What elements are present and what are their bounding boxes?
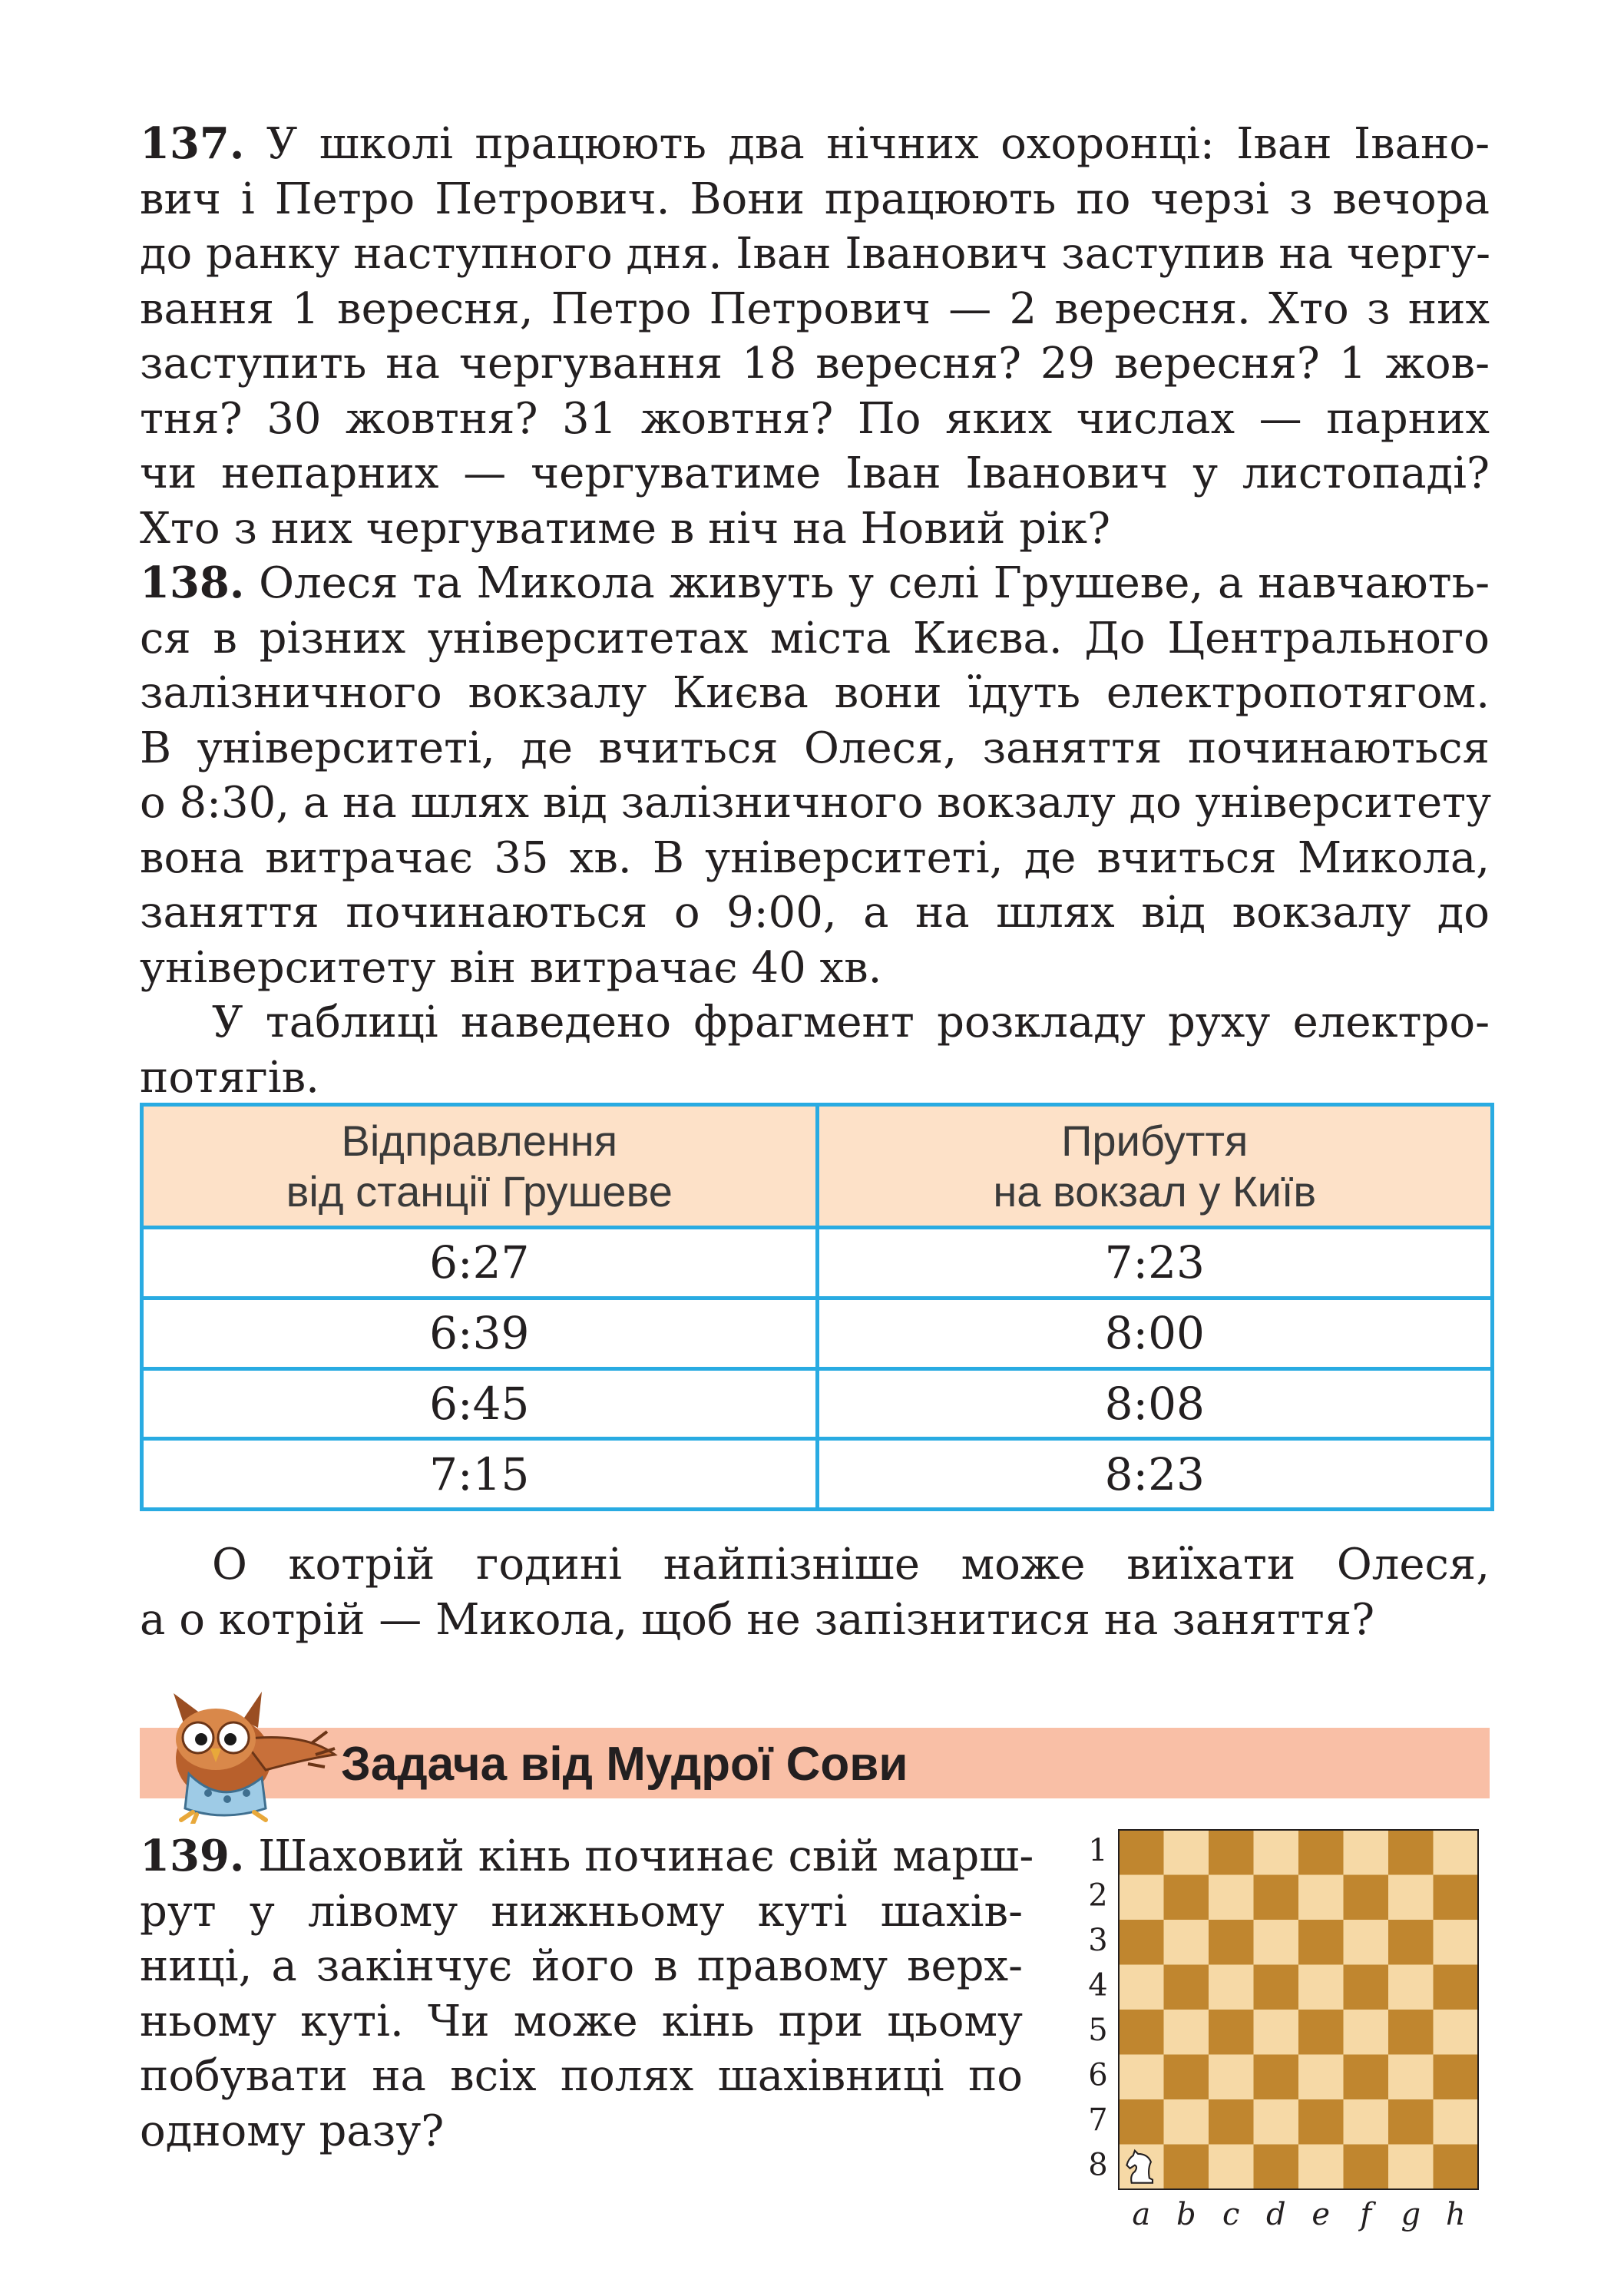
board-square-c8 — [1209, 2145, 1254, 2190]
problem-138-line-5: о 8:30, а на шлях від залізничного вокзалу до університету — [140, 778, 1492, 828]
board-square-b6 — [1164, 2055, 1209, 2100]
arrival-cell: 7:23 — [817, 1228, 1493, 1299]
board-square-h1 — [1434, 1830, 1479, 1875]
board-square-d2 — [1254, 1875, 1299, 1921]
board-square-h7 — [1434, 2099, 1479, 2145]
board-square-g4 — [1388, 1965, 1434, 2010]
board-square-a1 — [1119, 1830, 1164, 1875]
board-square-c2 — [1209, 1875, 1254, 1921]
header-arrival-line-2: на вокзал у Київ — [993, 1166, 1317, 1216]
board-square-g7 — [1388, 2099, 1434, 2145]
board-square-e6 — [1298, 2055, 1344, 2100]
board-square-f6 — [1344, 2055, 1389, 2100]
board-square-d1 — [1254, 1830, 1299, 1875]
file-label: d — [1265, 2197, 1286, 2232]
board-square-c1 — [1209, 1830, 1254, 1875]
board-square-b3 — [1164, 1920, 1209, 1965]
board-square-a4 — [1119, 1965, 1164, 2010]
board-square-a6 — [1119, 2055, 1164, 2100]
header-departure-line-2: від станції Грушеве — [286, 1166, 673, 1216]
problem-138-question-line-2: а о котрій — Микола, щоб не запізнитися на заняття? — [140, 1594, 1375, 1645]
board-square-f4 — [1344, 1965, 1389, 2010]
board-square-c6 — [1209, 2055, 1254, 2100]
arrival-cell: 8:23 — [817, 1439, 1493, 1510]
problem-138-line-3: залізничного вокзалу Києва вони їдуть електропотягом. — [140, 668, 1490, 718]
board-square-b4 — [1164, 1965, 1209, 2010]
board-square-a2 — [1119, 1875, 1164, 1921]
arrival-cell: 8:00 — [817, 1298, 1493, 1368]
rank-label: 6 — [1088, 2057, 1108, 2093]
board-square-h8 — [1434, 2145, 1479, 2190]
problem-137-line-4: вання 1 вересня, Петро Петрович — 2 вересня. Хто з них — [140, 283, 1490, 334]
board-square-a3 — [1119, 1920, 1164, 1965]
board-square-g6 — [1388, 2055, 1434, 2100]
board-square-g1 — [1388, 1830, 1434, 1875]
problem-137-number: 137. — [140, 118, 245, 169]
problem-138-question-line-1: О котрій годині найпізніше може виїхати Олеся, — [212, 1540, 1490, 1590]
board-square-b8 — [1164, 2145, 1209, 2190]
board-square-d8 — [1254, 2145, 1299, 2190]
board-square-f1 — [1344, 1830, 1389, 1875]
problem-139-line-1: 139. Шаховий кінь починає свій марш- — [140, 1831, 1034, 1881]
board-square-b5 — [1164, 2010, 1209, 2055]
file-label: b — [1176, 2197, 1196, 2232]
board-square-e8 — [1298, 2145, 1344, 2190]
problem-138-line-7: заняття починаються о 9:00, а на шлях від вокзалу до — [140, 888, 1490, 938]
file-label: c — [1222, 2197, 1240, 2232]
problem-139-line-3: ниці, а закінчує його в правому верх- — [140, 1941, 1023, 1991]
board-square-a5 — [1119, 2010, 1164, 2055]
problem-139 — [140, 1829, 1034, 2159]
chessboard — [1075, 1824, 1490, 2254]
problem-138-note — [140, 995, 1490, 1105]
problem-137-line-6: тня? 30 жовтня? 31 жовтня? По яких числах — парних — [140, 393, 1490, 444]
board-square-h4 — [1434, 1965, 1479, 2010]
board-square-d3 — [1254, 1920, 1299, 1965]
problem-139-line-5: побувати на всіх полях шахівниці по — [140, 2051, 1023, 2101]
board-square-f8 — [1344, 2145, 1389, 2190]
board-square-c4 — [1209, 1965, 1254, 2010]
rank-label: 5 — [1088, 2012, 1108, 2048]
problem-139-line-2: рут у лівому нижньому куті шахів- — [140, 1886, 1023, 1937]
board-square-f5 — [1344, 2010, 1389, 2055]
problem-137-line-8: Хто з них чергуватиме в ніч на Новий рік? — [140, 503, 1110, 554]
rank-label: 7 — [1088, 2102, 1108, 2138]
table-row — [142, 1368, 1493, 1439]
train-schedule-table — [140, 1103, 1494, 1511]
board-square-d5 — [1254, 2010, 1299, 2055]
departure-cell: 6:39 — [142, 1298, 818, 1368]
problem-137-line-2: вич і Петро Петрович. Вони працюють по черзі з вечора — [140, 174, 1490, 224]
problem-137-line-5: заступить на чергування 18 вересня? 29 вересня? 1 жов- — [140, 339, 1490, 389]
board-square-c3 — [1209, 1920, 1254, 1965]
board-square-d6 — [1254, 2055, 1299, 2100]
board-square-e2 — [1298, 1875, 1344, 1921]
problem-138-note-line-2: потягів. — [140, 1052, 319, 1103]
board-square-c5 — [1209, 2010, 1254, 2055]
board-square-g3 — [1388, 1920, 1434, 1965]
board-square-e7 — [1298, 2099, 1344, 2145]
file-label: a — [1132, 2197, 1151, 2232]
problem-137-line-1: 137. У школі працюють два нічних охоронці: Іван Івано- — [140, 118, 1490, 169]
problem-138-line-8: університету він витрачає 40 хв. — [140, 942, 882, 993]
section-title: Задача від Мудрої Сови — [341, 1738, 908, 1791]
problem-137 — [140, 117, 1490, 556]
departure-cell: 7:15 — [142, 1439, 818, 1510]
board-square-g5 — [1388, 2010, 1434, 2055]
file-label: g — [1401, 2197, 1421, 2232]
board-square-e3 — [1298, 1920, 1344, 1965]
board-square-f7 — [1344, 2099, 1389, 2145]
board-square-f3 — [1344, 1920, 1389, 1965]
board-square-d4 — [1254, 1965, 1299, 2010]
board-square-e1 — [1298, 1830, 1344, 1875]
problem-138-line-1: 138. Олеся та Микола живуть у селі Грушеве, а навчають- — [140, 557, 1490, 608]
board-square-f2 — [1344, 1875, 1389, 1921]
problem-137-line-7: чи непарних — чергуватиме Іван Іванович у листопаді? — [140, 448, 1490, 498]
rank-label: 8 — [1088, 2147, 1108, 2183]
board-square-h5 — [1434, 2010, 1479, 2055]
rank-label: 4 — [1088, 1967, 1108, 2003]
problem-138-note-line-1: У таблиці наведено фрагмент розкладу руху електро- — [212, 997, 1490, 1047]
problem-138-line-2: ся в різних університетах міста Києва. До Центрального — [140, 613, 1490, 663]
file-label: f — [1360, 2197, 1372, 2232]
header-arrival-line-1: Прибуття — [1061, 1116, 1249, 1165]
board-square-h3 — [1434, 1920, 1479, 1965]
problem-138 — [140, 556, 1490, 995]
rank-label: 1 — [1088, 1832, 1108, 1868]
board-square-b7 — [1164, 2099, 1209, 2145]
board-square-h2 — [1434, 1875, 1479, 1921]
table-row — [142, 1228, 1493, 1299]
header-departure — [142, 1105, 818, 1228]
owl-icon — [150, 1686, 342, 1824]
departure-cell: 6:45 — [142, 1368, 818, 1439]
board-square-b1 — [1164, 1830, 1209, 1875]
problem-138-number: 138. — [140, 557, 245, 608]
board-square-e5 — [1298, 2010, 1344, 2055]
file-label: e — [1311, 2197, 1331, 2232]
board-square-g2 — [1388, 1875, 1434, 1921]
board-square-h6 — [1434, 2055, 1479, 2100]
problem-138-line-4: В університеті, де вчиться Олеся, заняття починаються — [140, 723, 1490, 773]
problem-137-line-3: до ранку наступного дня. Іван Іванович заступив на чергу- — [140, 229, 1491, 279]
table-header-row — [142, 1105, 1493, 1228]
problem-138-line-6: вона витрачає 35 хв. В університеті, де вчиться Микола, — [140, 832, 1490, 883]
board-square-g8 — [1388, 2145, 1434, 2190]
board-square-e4 — [1298, 1965, 1344, 2010]
table-row — [142, 1439, 1493, 1510]
rank-label: 2 — [1088, 1877, 1108, 1914]
board-square-c7 — [1209, 2099, 1254, 2145]
table-row — [142, 1298, 1493, 1368]
board-square-d7 — [1254, 2099, 1299, 2145]
board-square-b2 — [1164, 1875, 1209, 1921]
problem-138-question — [140, 1537, 1490, 1647]
header-arrival — [817, 1105, 1493, 1228]
problem-139-line-4: ньому куті. Чи може кінь при цьому — [140, 1996, 1023, 2046]
file-label: h — [1445, 2197, 1466, 2232]
departure-cell: 6:27 — [142, 1228, 818, 1299]
rank-label: 3 — [1088, 1922, 1108, 1958]
problem-139-number: 139. — [140, 1831, 245, 1881]
problem-139-line-6: одному разу? — [140, 2106, 445, 2156]
header-departure-line-1: Відправлення — [341, 1116, 618, 1165]
arrival-cell: 8:08 — [817, 1368, 1493, 1439]
board-square-a7 — [1119, 2099, 1164, 2145]
